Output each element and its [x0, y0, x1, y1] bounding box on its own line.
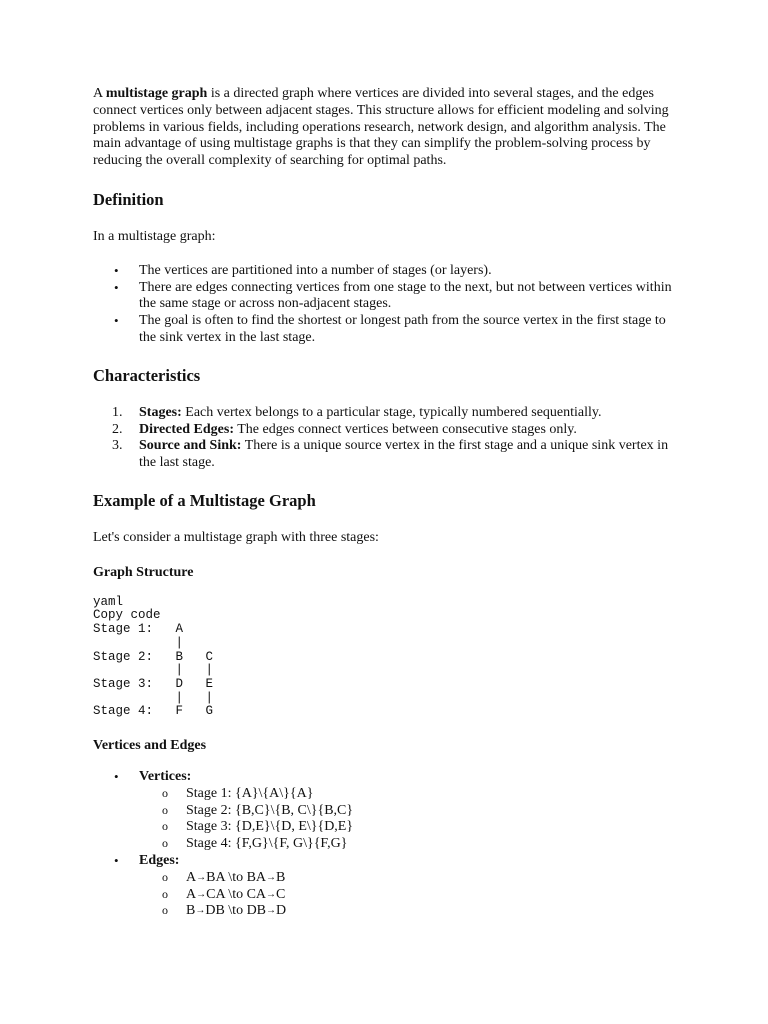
sublist-item: [186, 870, 683, 887]
definition-list: [93, 263, 683, 347]
right-arrow-icon: →: [196, 888, 207, 900]
item-text: Each vertex belongs to a particular stage, typically numbered sequentially.: [181, 404, 602, 420]
characteristics-heading: Characteristics: [93, 365, 201, 385]
item-number: 3.: [112, 438, 123, 454]
sublist-item: [186, 903, 683, 920]
list-item: • The goal is often to find the shortest or longest path from the source vertex in the first stage to the sink vertex in the last stage.: [139, 313, 683, 347]
edge-from: B: [186, 903, 196, 919]
sublist-item: o Stage 1: {A}\{A\}{A}: [186, 786, 683, 803]
vertices-label: Vertices:: [139, 769, 192, 785]
edges-label: Edges:: [139, 853, 180, 869]
sublist-item: o Stage 2: {B,C}\{B, C\}{B,C}: [186, 803, 683, 820]
right-arrow-icon: →: [266, 905, 277, 917]
graph-structure-code: yaml Copy code Stage 1: A | Stage 2: B C | | Stage 3: D E | | Stage 4: F G: [93, 594, 214, 719]
definition-lead: In a multistage graph:: [93, 228, 216, 244]
edge-latex: CA \to CA: [206, 886, 267, 902]
definition-heading: Definition: [93, 189, 164, 209]
intro-paragraph: [93, 86, 683, 170]
sublist-item: [186, 887, 683, 904]
example-lead: Let's consider a multistage graph with three stages:: [93, 529, 379, 545]
edge-from: A: [186, 886, 197, 902]
item-text: The edges connect vertices between consecutive stages only.: [234, 421, 577, 437]
intro-term: multistage graph: [105, 86, 208, 101]
right-arrow-icon: →: [266, 871, 277, 883]
edge-latex: DB \to DB: [205, 903, 267, 919]
document-page: [93, 86, 683, 939]
vertices-edges-list: [93, 769, 683, 920]
right-arrow-icon: →: [196, 871, 207, 883]
vertices-edges-heading: Vertices and Edges: [93, 738, 207, 754]
list-item: • The vertices are partitioned into a number of stages (or layers).: [139, 263, 683, 280]
list-item: [139, 853, 683, 920]
edge-to: D: [276, 903, 287, 919]
edge-latex: BA \to BA: [206, 869, 267, 885]
intro-pre: A: [93, 86, 106, 101]
edge-to: C: [276, 886, 286, 902]
characteristics-list: [93, 405, 683, 472]
list-item: • There are edges connecting vertices from one stage to the next, but not between vertices within the same stage or across non-adjacent stages.: [139, 280, 683, 314]
example-heading: Example of a Multistage Graph: [93, 490, 316, 510]
graph-structure-heading: Graph Structure: [93, 564, 194, 580]
edges-sublist: [139, 870, 683, 920]
vertices-sublist: [139, 786, 683, 853]
sublist-item: o Stage 3: {D,E}\{D, E\}{D,E}: [186, 819, 683, 836]
list-item: [139, 769, 683, 853]
right-arrow-icon: →: [266, 888, 277, 900]
item-number: 1.: [112, 404, 123, 420]
list-item: [112, 404, 683, 422]
intro-rest: is a directed graph where vertices are divided into several stages, and the edges connect vertices only between adjacent stages. This structure allows for efficient modeling and solving problems in various fields, including operations research, network design, and algorithm analysis. The main advantage of using multistage graphs is that they can simplify the problem-solving process by reducing the overall complexity of searching for optimal paths.: [93, 86, 669, 169]
item-number: 2.: [112, 421, 123, 437]
item-term: Directed Edges:: [139, 421, 234, 437]
item-term: Stages:: [139, 404, 182, 420]
item-term: Source and Sink:: [139, 438, 242, 454]
edge-from: A: [186, 869, 197, 885]
right-arrow-icon: →: [195, 905, 206, 917]
sublist-item: o Stage 4: {F,G}\{F, G\}{F,G}: [186, 836, 683, 853]
item-text: There is a unique source vertex in the first stage and a unique sink vertex in the last stage.: [139, 438, 669, 471]
edge-to: B: [276, 869, 286, 885]
list-item: [112, 438, 683, 472]
list-item: [112, 421, 683, 439]
